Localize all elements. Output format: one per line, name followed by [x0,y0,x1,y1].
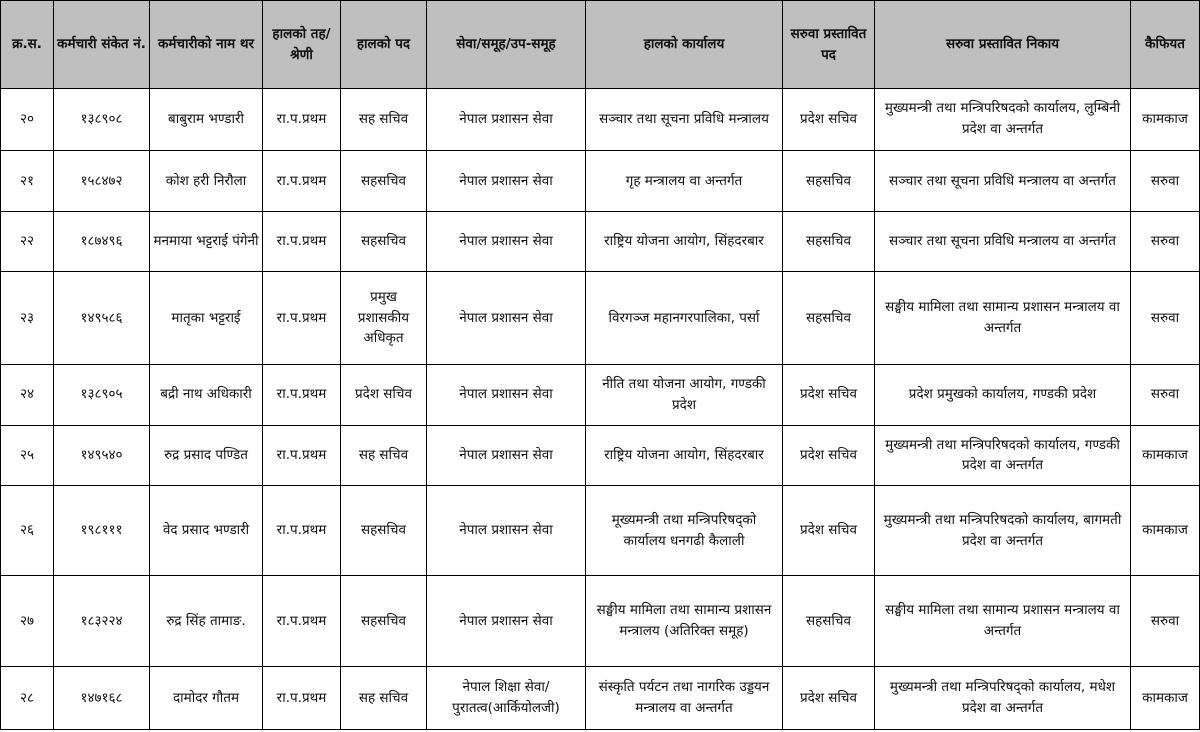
cell-employee-code: १४७१६८ [54,667,150,730]
cell-employee-name: बाबुराम भण्डारी [150,89,263,151]
cell-proposed-office: सङ्घीय मामिला तथा सामान्य प्रशासन मन्त्रालय वा अन्तर्गत [875,271,1131,364]
cell-remarks: सरुवा [1131,365,1200,426]
cell-current-post: सह सचिव [341,667,427,730]
cell-sn: २८ [1,667,54,730]
cell-employee-code: १८३२२४ [54,576,150,667]
cell-proposed-post: प्रदेश सचिव [783,486,875,576]
cell-service-group: नेपाल प्रशासन सेवा [427,89,586,151]
table-row [1,212,1200,272]
cell-current-post: सहसचिव [341,212,427,272]
cell-proposed-post: प्रदेश सचिव [783,89,875,151]
cell-sn: २० [1,89,54,151]
table-row [1,576,1200,667]
cell-employee-code: १४९५४० [54,425,150,486]
cell-current-office: सङ्घीय मामिला तथा सामान्य प्रशासन मन्त्रालय (अतिरिक्त समूह) [586,576,783,667]
cell-employee-name: मातृका भट्टराई [150,271,263,364]
cell-current-post: प्रमुख प्रशासकीय अधिकृत [341,271,427,364]
cell-remarks: सरुवा [1131,212,1200,272]
cell-current-level: रा.प.प्रथम [263,212,341,272]
cell-service-group: नेपाल प्रशासन सेवा [427,425,586,486]
cell-service-group: नेपाल शिक्षा सेवा/ पुरातत्व(आर्कियोलजी) [427,667,586,730]
cell-employee-code: १३८९०५ [54,365,150,426]
table-row [1,425,1200,486]
cell-employee-code: १५८४७२ [54,150,150,212]
cell-proposed-office: सङ्घीय मामिला तथा सामान्य प्रशासन मन्त्रालय वा अन्तर्गत [875,576,1131,667]
cell-current-level: रा.प.प्रथम [263,576,341,667]
cell-current-office: विरगञ्ज महानगरपालिका, पर्सा [586,271,783,364]
cell-proposed-office: मुख्यमन्त्री तथा मन्त्रिपरिषदको कार्यालय, बागमती प्रदेश वा अन्तर्गत [875,486,1131,576]
cell-current-post: सह सचिव [341,425,427,486]
cell-service-group: नेपाल प्रशासन सेवा [427,486,586,576]
cell-current-level: रा.प.प्रथम [263,271,341,364]
cell-proposed-post: प्रदेश सचिव [783,425,875,486]
cell-remarks: सरुवा [1131,271,1200,364]
cell-sn: २२ [1,212,54,272]
cell-current-post: सह सचिव [341,89,427,151]
cell-current-level: रा.प.प्रथम [263,89,341,151]
cell-employee-name: वेद प्रसाद भण्डारी [150,486,263,576]
table-row [1,667,1200,730]
cell-current-level: रा.प.प्रथम [263,486,341,576]
cell-remarks: सरुवा [1131,576,1200,667]
header-proposed-office: सरुवा प्रस्तावित निकाय [875,1,1131,89]
cell-proposed-office: प्रदेश प्रमुखको कार्यालय, गण्डकी प्रदेश [875,365,1131,426]
cell-current-office: मूख्यमन्त्री तथा मन्त्रिपरिषद्को कार्यालय धनगढी कैलाली [586,486,783,576]
cell-proposed-office: मुख्यमन्त्री तथा मन्त्रिपरिषद्को कार्यालय, मधेश प्रदेश वा अन्तर्गत [875,667,1131,730]
cell-proposed-post: सहसचिव [783,212,875,272]
cell-current-office: सञ्चार तथा सूचना प्रविधि मन्त्रालय [586,89,783,151]
table-row [1,365,1200,426]
cell-proposed-office: मुख्यमन्त्री तथा मन्त्रिपरिषदको कार्यालय, गण्डकी प्रदेश वा अन्तर्गत [875,425,1131,486]
cell-current-office: संस्कृति पर्यटन तथा नागरिक उड्डयन मन्त्रालय वा अन्तर्गत [586,667,783,730]
header-current-post: हालको पद [341,1,427,89]
header-remarks: कैफियत [1131,1,1200,89]
header-current-office: हालको कार्यालय [586,1,783,89]
cell-proposed-post: प्रदेश सचिव [783,365,875,426]
cell-current-post: सहसचिव [341,486,427,576]
cell-current-post: प्रदेश सचिव [341,365,427,426]
cell-service-group: नेपाल प्रशासन सेवा [427,150,586,212]
cell-remarks: कामकाज [1131,89,1200,151]
cell-proposed-office: मुख्यमन्त्री तथा मन्त्रिपरिषदको कार्यालय, लुम्बिनी प्रदेश वा अन्तर्गत [875,89,1131,151]
table-row [1,89,1200,151]
header-employee-code: कर्मचारी संकेत नं. [54,1,150,89]
cell-proposed-office: सञ्चार तथा सूचना प्रविधि मन्त्रालय वा अन्तर्गत [875,212,1131,272]
cell-service-group: नेपाल प्रशासन सेवा [427,576,586,667]
cell-employee-code: १८७४९६ [54,212,150,272]
cell-employee-name: रुद्र प्रसाद पण्डित [150,425,263,486]
cell-current-level: रा.प.प्रथम [263,365,341,426]
cell-current-office: नीति तथा योजना आयोग, गण्डकी प्रदेश [586,365,783,426]
header-proposed-post: सरुवा प्रस्तावित पद [783,1,875,89]
cell-service-group: नेपाल प्रशासन सेवा [427,365,586,426]
cell-employee-name: कोश हरी निरौला [150,150,263,212]
cell-employee-code: १३८९०८ [54,89,150,151]
cell-current-post: सहसचिव [341,576,427,667]
cell-proposed-post: प्रदेश सचिव [783,667,875,730]
cell-sn: २५ [1,425,54,486]
cell-current-level: रा.प.प्रथम [263,150,341,212]
header-employee-name: कर्मचारीको नाम थर [150,1,263,89]
cell-sn: २१ [1,150,54,212]
table-row [1,150,1200,212]
cell-current-office: राष्ट्रिय योजना आयोग, सिंहदरबार [586,212,783,272]
cell-sn: २६ [1,486,54,576]
cell-employee-code: १४९५८६ [54,271,150,364]
cell-employee-name: रुद्र सिंह तामाङ. [150,576,263,667]
cell-service-group: नेपाल प्रशासन सेवा [427,271,586,364]
cell-employee-name: मनमाया भट्टराई पंगेनी [150,212,263,272]
cell-employee-code: १९८१११ [54,486,150,576]
cell-sn: २३ [1,271,54,364]
cell-employee-name: दामोदर गौतम [150,667,263,730]
cell-current-office: गृह मन्त्रालय वा अन्तर्गत [586,150,783,212]
cell-remarks: कामकाज [1131,425,1200,486]
cell-proposed-post: सहसचिव [783,150,875,212]
table-header-row [1,1,1200,89]
cell-sn: २७ [1,576,54,667]
cell-current-office: राष्ट्रिय योजना आयोग, सिंहदरबार [586,425,783,486]
cell-remarks: कामकाज [1131,486,1200,576]
cell-proposed-office: सञ्चार तथा सूचना प्रविधि मन्त्रालय वा अन्तर्गत [875,150,1131,212]
table-row [1,486,1200,576]
header-sn: क्र.स. [1,1,54,89]
cell-remarks: कामकाज [1131,667,1200,730]
cell-current-post: सहसचिव [341,150,427,212]
cell-current-level: रा.प.प्रथम [263,425,341,486]
cell-sn: २४ [1,365,54,426]
header-current-level: हालको तह/श्रेणी [263,1,341,89]
cell-proposed-post: सहसचिव [783,576,875,667]
cell-remarks: सरुवा [1131,150,1200,212]
cell-proposed-post: सहसचिव [783,271,875,364]
cell-service-group: नेपाल प्रशासन सेवा [427,212,586,272]
table-row [1,271,1200,364]
cell-employee-name: बद्री नाथ अधिकारी [150,365,263,426]
header-service-group: सेवा/समूह/उप-समूह [427,1,586,89]
cell-current-level: रा.प.प्रथम [263,667,341,730]
